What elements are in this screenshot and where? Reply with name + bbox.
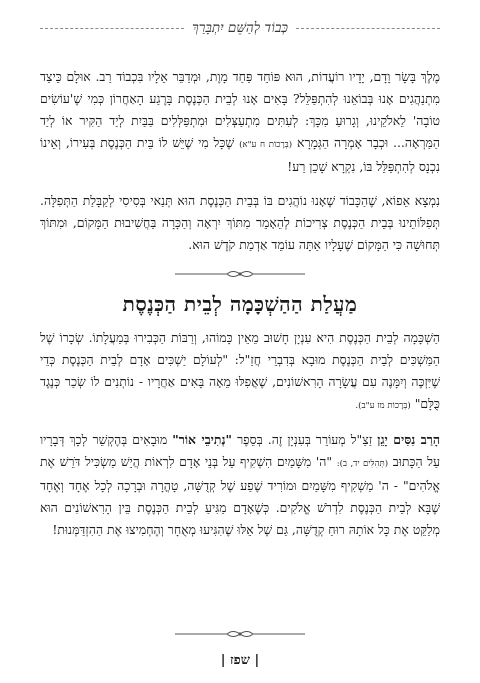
paragraph-early-rising bbox=[40, 327, 440, 417]
paragraph-early-rising-text: הַשְׁכָּמָה לְבֵית הַכְּנֶסֶת הִיא עִנְיָן חָשׁוּב מֵאֵין כָּמוֹהוּ, וְרַבּוֹת הַכְּבִירוּ בְּמַעֲלָתוֹ. שְׂכָרוֹ שֶׁל הַמַּשְׁכִּים לְבֵית הַכְּנֶסֶת מוּבָא בְּדִבְרֵי חֲזַ"ל: "לְעוֹלָם יַשְׁכִּים אָדָם לְבֵית הַכְּנֶסֶת כְּדֵי שֶׁיִּזְכֶּה וְיִמָּנֶה עִם עֲשָׂרָה הָרִאשׁוֹנִים, שֶׁאֲפִלּוּ מֵאָה בָּאִים אַחֲרָיו - נוֹתְנִים לוֹ שְׂכַר כְּנֶגֶד כֻּלָּם" bbox=[40, 330, 440, 411]
paragraph-rav-yagen-a: זַצַ"ל מְעוֹרֵר בְּעִנְיָן זֶה. בְּסֵפֶר bbox=[237, 432, 373, 447]
paragraph-rav-yagen-c: "ה' מִשָּׁמַיִם הִשְׁקִיף עַל בְּנֵי אָדָם לִרְאוֹת הֲיֵשׁ מַשְׂכִּיל דֹּרֵשׁ אֶת אֱלֹהִים" - ה' מַשְׁקִיף מִשָּׁמַיִם וּמוֹרִיד שֶׁפַע שֶׁל קְדֻשָּׁה, טָהֳרָה וּבְרָכָה לְכָל אֶחָד וְאֶחָד שֶׁבָּא לְבֵית הַכְּנֶסֶת לִדְרֹשׁ אֱלֹקִים. כְּשֶׁאָדָם מַגִּיעַ לְבֵית הַכְּנֶסֶת בֵּין הָרִאשׁוֹנִים הוּא מְלַקֵּט אֶת כָּל אוֹתָהּ רוּחַ קְדֻשָּׁה, גַּם שֶׁל אֵלּוּ שֶׁהִגִּיעוּ מְאֻחָר וְהֶחְמִיצוּ אֶת הַהִזְדַּמְּנוּת! bbox=[40, 454, 440, 537]
paragraph-king-end: שֶׁכָּל מִי שֶׁיֵּשׁ לוֹ בֵּית הַכְּנֶסֶת בְּעִירוֹ, וְאֵינוֹ נִכְנָס לְהִתְפַּלֵּל בּוֹ, נִקְרָא שָׁכֵן רַע! bbox=[40, 135, 440, 174]
paragraph-rav-yagen bbox=[40, 429, 440, 541]
header-rule-right bbox=[296, 28, 440, 29]
citation-berachot-47b: (בְּרָכוֹת מז ע"ב). bbox=[355, 401, 411, 411]
paragraph-king-text: מֶלֶךְ בָּשָׂר וָדָם, יָדָיו רוֹעֲדוֹת, הוּא פּוֹחֵד פַּחַד מָוֶת, וּמְדַבֵּר אֵלָיו בִּכְבוֹד רַב. אוּלָם כֵּיצַד מִתְנַהֲגִים אָנוּ בְּבוֹאֵנוּ לְהִתְפַּלֵּל? בָּאִים אָנוּ לְבֵית הַכְּנֶסֶת בָּרֶגַע הָאַחֲרוֹן כְּמִי שֶׁ'עוֹשִׂים טוֹבָה' לֵאלֹקֵינוּ, וְגָרוּעַ מִכָּךְ: לְעִתִּים מִתְעַצְּלִים וּמִתְפַּלְּלִים בַּבַּיִת לְיַד הַקִּיר אוֹ לְיַד הַמַּרְאָה... וּכְבָר אָמְרָה הַגְּמָרָא bbox=[40, 69, 440, 150]
page-number: | שפז | bbox=[220, 653, 260, 668]
page-body bbox=[40, 66, 440, 553]
citation-tehillim: (תְּהִלִּים יד, ב): bbox=[336, 459, 389, 469]
book-title: "נְתִיבֵי אוֹר" bbox=[172, 432, 232, 447]
paragraph-respect: נִמְצָא אֵפוֹא, שֶׁהַכָּבוֹד שֶׁאָנוּ נוֹהֲגִים בּוֹ בְּבֵית הַכְּנֶסֶת הוּא תְּנַאי בְּסִיסִי לְקַבָּלַת הַתְּפִלָּה. תְּפִלּוֹתֵינוּ בְּבֵית הַכְּנֶסֶת צְרִיכוֹת לְהֵאָמֵר מִתּוֹךְ יִרְאָה וְהַכָּרָה בַּחֲשִׁיבוּת הַמָּקוֹם, וּמִתּוֹךְ תְּחוּשָׁה כִּי הַמָּקוֹם שֶׁעָלָיו אַתָּה עוֹמֵד אַדְמַת קֹדֶשׁ הוּא. bbox=[40, 193, 440, 252]
header-rule-left bbox=[40, 28, 184, 29]
running-header bbox=[40, 20, 440, 36]
citation-berachot-8a: (בְּרָכוֹת ח ע"א) bbox=[239, 140, 293, 150]
rabbi-name: הָרַב נִסִּים יָגֵן bbox=[377, 432, 440, 447]
section-title: מַעֲלַת הַהַשְׁכָּמָה לְבֵית הַכְּנֶסֶת bbox=[122, 292, 358, 316]
paragraph-king bbox=[40, 66, 440, 178]
footer-ornament bbox=[0, 628, 480, 640]
section-divider-ornament bbox=[40, 268, 440, 280]
paragraph-rav-yagen-b: מוּבָאִים בְּהֶקְשֵׁר לְכָךְ דְּבָרָיו עַל הַכָּתוּב bbox=[40, 432, 440, 469]
running-title: כְּבוֹד לְהַשֵּׁם יִתְבָּרַךְ bbox=[192, 20, 288, 36]
